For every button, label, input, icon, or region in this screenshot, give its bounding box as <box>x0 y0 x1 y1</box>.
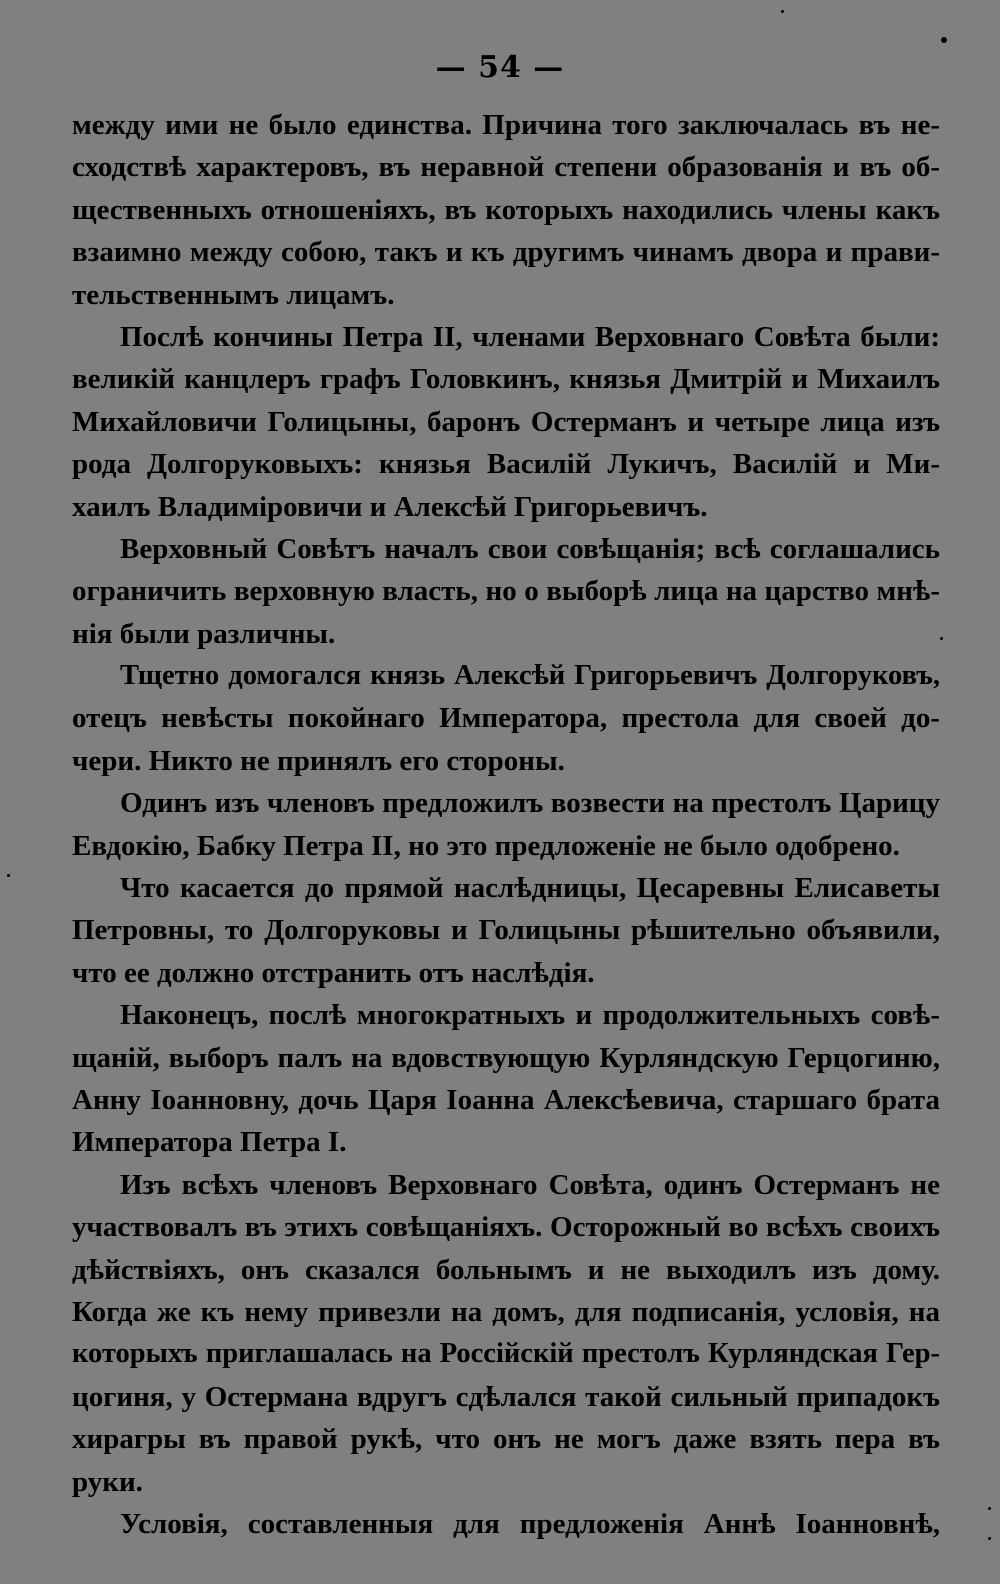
text-line: Евдокію, Бабку Петра II, но это предложеніе не было одобрено. <box>72 829 900 862</box>
text-line: участвовалъ въ этихъ совѣщаніяхъ. Осторожный во всѣхъ своихъ <box>72 1211 940 1244</box>
text-line: Одинъ изъ членовъ предложилъ возвести на престолъ Царицу <box>120 787 940 820</box>
text-line: Верховный Совѣтъ началъ свои совѣщанія; всѣ соглашались <box>120 532 940 565</box>
text-line: руки. <box>72 1465 143 1498</box>
page-number: — 54 — <box>435 50 565 85</box>
text-line: щественныхъ отношеніяхъ, въ которыхъ находились члены какъ <box>72 193 940 226</box>
text-line: рода Долгоруковыхъ: князья Василій Лукичъ, Василій и Ми- <box>72 448 940 481</box>
text-line: великій канцлеръ графъ Головкинъ, князья Дмитрій и Михаилъ <box>72 363 940 396</box>
text-line: Тщетно домогался князь Алексѣй Григорьевичъ Долгоруковъ, <box>120 660 940 692</box>
text-line: цогиня, у Остермана вдругъ сдѣлался такой сильный припадокъ <box>72 1380 940 1413</box>
text-line: нія были различны. <box>72 617 336 650</box>
text-line: Императора Петра I. <box>72 1126 347 1159</box>
scan-speck <box>941 37 947 43</box>
text-line: Когда же къ нему привезли на домъ, для подписанія, условія, на <box>72 1295 940 1328</box>
text-line: Михайловичи Голицыны, баронъ Остерманъ и четыре лица изъ <box>72 405 940 438</box>
text-line: хаилъ Владиміровичи и Алексѣй Григорьевичъ. <box>72 490 708 523</box>
text-line: что ее должно отстранить отъ наслѣдія. <box>72 956 595 989</box>
text-line: Наконецъ, послѣ многократныхъ и продолжительныхъ совѣ- <box>120 999 940 1032</box>
text-line: дѣйствіяхъ, онъ сказался больнымъ и не выходилъ изъ дому. <box>72 1253 940 1286</box>
text-line: между ими не было единства. Причина того заключалась въ не- <box>72 109 940 141</box>
text-line: Изъ всѣхъ членовъ Верховнаго Совѣта, одинъ Остерманъ не <box>120 1168 940 1201</box>
text-line: хирагры въ правой рукѣ, что онъ не могъ даже взять пера въ <box>72 1423 940 1456</box>
text-line: которыхъ приглашалась на Россійскій престолъ Курляндская Гер- <box>72 1338 940 1370</box>
scan-speck <box>940 637 943 640</box>
scan-speck <box>988 1507 991 1510</box>
text-line: Что касается до прямой наслѣдницы, Цесаревны Елисаветы <box>120 872 940 905</box>
text-line: ограничить верховную власть, но о выборѣ лица на царство мнѣ- <box>72 575 940 608</box>
text-line: щаній, выборъ палъ на вдовствующую Курляндскую Герцогиню, <box>72 1041 940 1074</box>
text-line: взаимно между собою, такъ и къ другимъ чинамъ двора и прави- <box>72 236 940 269</box>
body-text <box>72 104 940 1545</box>
scan-speck <box>988 1537 991 1540</box>
text-line: чери. Никто не принялъ его стороны. <box>72 744 565 777</box>
scan-speck <box>7 874 10 877</box>
text-line: Послѣ кончины Петра II, членами Верховнаго Совѣта были: <box>120 320 940 353</box>
text-line: Петровны, то Долгоруковы и Голицыны рѣшительно объявили, <box>72 914 940 947</box>
text-line: тельственнымъ лицамъ. <box>72 278 395 311</box>
text-line: Условія, составленныя для предложенія Аннѣ Іоанновнѣ, <box>120 1507 940 1540</box>
scan-speck <box>781 10 784 13</box>
text-line: отецъ невѣсты покойнаго Императора, престола для своей до- <box>72 702 940 735</box>
text-line: сходствѣ характеровъ, въ неравной степени образованія и въ об- <box>72 151 940 184</box>
text-line: Анну Іоанновну, дочь Царя Іоанна Алексѣевича, старшаго брата <box>72 1083 940 1116</box>
